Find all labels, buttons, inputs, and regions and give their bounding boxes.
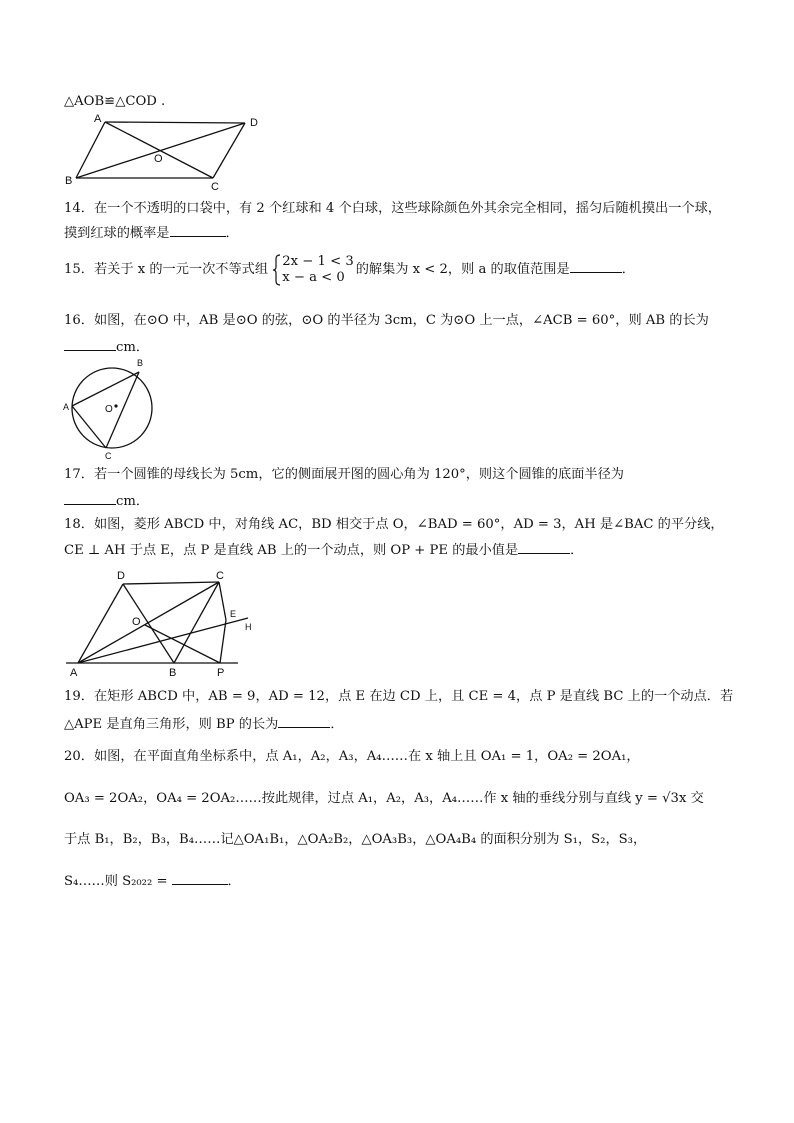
fig16-label-c: C xyxy=(105,451,112,461)
fig18-label-e: E xyxy=(230,609,237,619)
q18-line2-text: CE ⊥ AH 于点 E，点 P 是直线 AB 上的一个动点，则 OP + PE 的最小值是 xyxy=(64,543,519,558)
fig18-label-b: B xyxy=(169,667,177,679)
fig18-label-a: A xyxy=(70,667,78,679)
q16-line2 xyxy=(64,338,149,357)
q15-end: ． xyxy=(621,262,635,277)
fig18-label-h: H xyxy=(245,622,252,632)
q13-tail: △AOB≌△COD . xyxy=(64,94,166,109)
q20-line4-end: ． xyxy=(227,874,241,889)
fig18-label-c: C xyxy=(216,570,224,582)
fig16-label-a: A xyxy=(63,402,70,412)
q17-line2 xyxy=(64,492,149,511)
q14-line2-text: 摸到红球的概率是 xyxy=(64,226,170,241)
q18-line2 xyxy=(64,541,583,560)
q19-line2 xyxy=(64,715,344,734)
q19-answer-blank xyxy=(278,715,330,728)
q16-answer-blank xyxy=(64,338,116,351)
brace-icon xyxy=(272,254,282,286)
fig13-label-a: A xyxy=(94,113,102,125)
fig16-label-b: B xyxy=(137,358,144,368)
fig18-label-p: P xyxy=(217,667,225,679)
fig13-label-o: O xyxy=(154,153,163,165)
q19-line1: 19．在矩形 ABCD 中，AB = 9，AD = 12，点 E 在边 CD 上，且 CE = 4，点 P 是直线 BC 上的一个动点．若 xyxy=(64,689,734,704)
figure-13-parallelogram xyxy=(60,112,270,192)
q18-line1: 18．如图，菱形 ABCD 中，对角线 AC，BD 相交于点 O，∠BAD = 60°，AD = 3，AH 是∠BAC 的平分线， xyxy=(64,517,724,532)
figure-18-rhombus xyxy=(60,568,270,678)
fig13-label-c: C xyxy=(211,181,219,193)
q17-line1: 17．若一个圆锥的母线长为 5cm，它的侧面展开图的圆心角为 120°，则这个圆锥的底面半径为 xyxy=(64,467,624,482)
q20-line3: 于点 B₁，B₂，B₃，B₄……记△OA₁B₁，△OA₂B₂，△OA₃B₃，△OA₄B₄ 的面积分别为 S₁，S₂，S₃， xyxy=(64,832,647,847)
q20-answer-blank xyxy=(172,872,228,885)
q15-answer-blank xyxy=(570,260,622,273)
fig13-label-b: B xyxy=(65,175,73,187)
q15-mid: 的解集为 x < 2，则 a 的取值范围是 xyxy=(355,262,570,277)
q15-text: 15．若关于 x 的一元一次不等式组 xyxy=(64,262,269,277)
q15-ineq-2: x − a < 0 xyxy=(282,269,345,285)
q14-answer-blank xyxy=(170,224,226,237)
q19-line2-text: △APE 是直角三角形，则 BP 的长为 xyxy=(64,717,279,732)
fig18-label-d: D xyxy=(117,570,125,582)
q16-unit: cm． xyxy=(116,340,150,355)
q14-line1: 14．在一个不透明的口袋中，有 2 个红球和 4 个白球，这些球除颜色外其余完全相同，摇匀后随机摸出一个球， xyxy=(64,201,721,216)
q20-line4 xyxy=(64,872,241,891)
q20-line2: OA₃ = 2OA₂，OA₄ = 2OA₂……按此规律，过点 A₁，A₂，A₃，A₄……作 x 轴的垂线分别与直线 y = √3x 交 xyxy=(64,791,704,806)
q14-line2 xyxy=(64,224,239,243)
fig16-label-o: O xyxy=(105,404,113,415)
q15-line xyxy=(64,253,635,287)
q14-line2-end: ． xyxy=(225,226,239,241)
q17-unit: cm． xyxy=(116,494,150,509)
fig18-label-o: O xyxy=(132,616,141,628)
q18-answer-blank xyxy=(518,541,570,554)
q15-system xyxy=(282,254,353,286)
fig13-label-d: D xyxy=(250,117,258,129)
figure-16-circle xyxy=(60,360,160,460)
q19-line2-end: ． xyxy=(330,717,344,732)
q16-line1: 16．如图，在⊙O 中，AB 是⊙O 的弦，⊙O 的半径为 3cm，C 为⊙O 上一点，∠ACB = 60°，则 AB 的长为 xyxy=(64,313,709,328)
q18-line2-end: ． xyxy=(570,543,584,558)
q20-line4-text: S₄……则 S₂₀₂₂ = xyxy=(64,874,168,889)
q17-answer-blank xyxy=(64,492,116,505)
q20-line1: 20．如图，在平面直角坐标系中，点 A₁，A₂，A₃，A₄……在 x 轴上且 OA₁ = 1，OA₂ = 2OA₁， xyxy=(64,749,640,764)
q15-ineq-1: 2x − 1 < 3 xyxy=(282,253,354,269)
